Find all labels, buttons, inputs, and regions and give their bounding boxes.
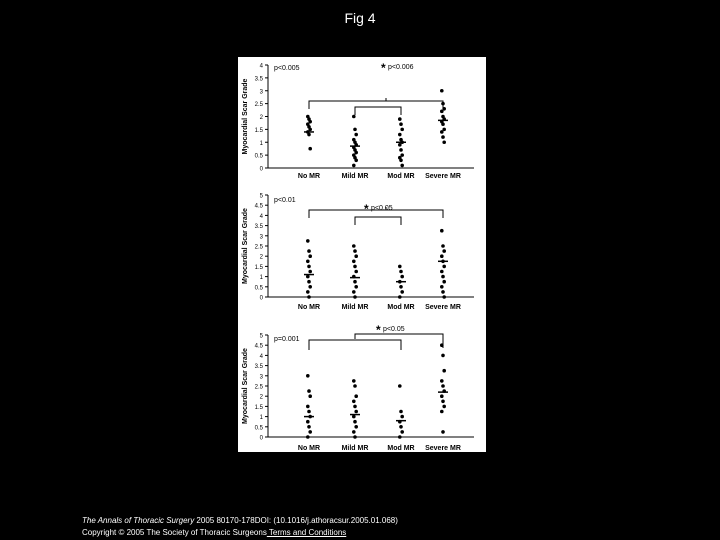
data-point [352,415,356,419]
data-point [307,389,311,393]
bracket-inner [355,334,443,348]
data-point [441,244,445,248]
data-point [308,430,312,434]
data-point [353,295,357,299]
data-point [353,128,357,132]
data-point [440,229,444,233]
y-tick-label: 1.5 [254,264,263,271]
data-point [308,254,312,258]
data-point [440,379,444,383]
y-tick-label: 0.5 [254,285,263,292]
chart-panel-2 [242,194,474,312]
y-tick-label: 4 [259,63,263,70]
data-point [353,420,357,424]
significance-star: * [364,202,369,216]
data-point [352,430,356,434]
category-label: Mod MR [387,445,415,452]
y-tick-label: 1 [259,415,263,422]
journal-name: The Annals of Thoracic Surgery [82,516,195,525]
significance-star: * [381,61,386,75]
y-tick-label: 0.5 [254,425,263,432]
data-point [353,405,357,409]
data-point [307,133,311,137]
data-point [400,128,404,132]
data-point [440,270,444,274]
scatter-charts [238,57,486,452]
chart-panel-1 [242,61,474,180]
data-point [441,290,445,294]
y-tick-label: 5 [259,333,263,340]
y-tick-label: 2 [259,115,263,121]
slide-title: Fig 4 [344,10,376,26]
data-point [400,164,404,168]
data-point [398,143,402,147]
citation-text: 2005 80170-178DOI: (10.1016/j.athoracsur.2005.01.068) [194,516,398,525]
category-label: Mod MR [387,173,415,180]
y-tick-label: 3.5 [254,364,263,371]
y-tick-label: 0.5 [254,153,263,160]
data-point [398,435,402,439]
category-label: Mod MR [387,304,415,311]
data-point [307,249,311,253]
bracket-outer [309,101,443,109]
data-point [354,285,358,289]
data-point [399,122,403,126]
data-point [353,265,357,269]
data-point [442,280,446,284]
data-point [307,410,311,414]
citation-line [82,515,398,527]
data-point [440,110,444,114]
data-point [441,135,445,139]
data-point [308,394,312,398]
data-point [399,148,403,152]
data-point [400,290,404,294]
terms-link[interactable]: Terms and Conditions [266,528,347,537]
data-point [440,343,444,347]
category-label: No MR [297,304,321,311]
data-point [353,280,357,284]
y-tick-label: 5 [259,193,263,200]
data-point [354,410,358,414]
data-point [400,415,404,419]
data-point [399,285,403,289]
data-point [353,435,357,439]
data-point [442,295,446,299]
data-point [442,265,446,269]
data-point [352,115,356,119]
data-point [306,435,310,439]
category-label: Severe MR [425,173,461,180]
data-point [398,265,402,269]
chart-panel-3 [242,323,474,452]
y-tick-label: 2.5 [254,384,263,391]
y-tick-label: 2.5 [254,244,263,251]
data-point [352,164,356,168]
p-value-right: p<0.05 [383,326,405,333]
y-tick-label: 1.5 [254,127,263,134]
data-point [354,425,358,429]
copyright-text: Copyright © 2005 The Society of Thoracic Surgeons [82,528,267,537]
data-point [398,133,402,137]
data-point [400,275,404,279]
p-value-left: p<0.005 [274,65,300,72]
y-tick-label: 3.5 [254,76,263,83]
data-point [306,290,310,294]
data-point [440,394,444,398]
y-tick-label: 4 [259,213,263,220]
data-point [308,270,312,274]
data-point [398,384,402,388]
category-label: No MR [297,173,321,180]
data-point [400,430,404,434]
y-tick-label: 2.5 [254,102,263,109]
data-point [306,275,310,279]
data-point [398,117,402,121]
data-point [354,270,358,274]
y-tick-label: 3 [259,89,263,96]
category-label: Mild MR [341,304,369,311]
category-label: Mild MR [341,445,369,452]
data-point [306,405,310,409]
data-point [308,285,312,289]
data-point [398,295,402,299]
y-tick-label: 1.5 [254,404,263,411]
figure-panel [238,57,486,452]
data-point [441,122,445,126]
data-point [399,425,403,429]
p-value-right: p<0.006 [388,64,414,71]
data-point [352,400,356,404]
y-tick-label: 4 [259,353,263,360]
category-label: Severe MR [425,445,461,452]
data-point [353,384,357,388]
p-value-right: p<0.05 [371,205,393,212]
y-tick-label: 2 [259,254,263,261]
data-point [442,140,446,144]
y-tick-label: 3.5 [254,224,263,231]
data-point [440,130,444,134]
data-point [307,265,311,269]
data-point [354,158,358,162]
p-value-left: p=0.001 [274,336,300,343]
data-point [441,430,445,434]
y-tick-label: 2 [259,394,263,401]
y-tick-label: 0 [259,435,263,442]
copyright-line [82,527,398,539]
data-point [442,369,446,373]
data-point [307,425,311,429]
significance-star: * [376,323,381,337]
data-point [441,384,445,388]
data-point [308,147,312,151]
y-axis-label: Myocardial Scar Grade [242,348,249,424]
data-point [441,400,445,404]
bracket-outer [309,340,401,350]
y-tick-label: 0 [259,295,263,302]
bracket-inner [355,217,401,225]
bracket-inner [355,107,401,115]
data-point [441,354,445,358]
y-tick-label: 0 [259,166,263,173]
p-value-left: p<0.01 [274,197,296,204]
y-tick-label: 3 [259,234,263,241]
data-point [442,405,446,409]
data-point [307,295,311,299]
data-point [354,394,358,398]
y-tick-label: 1 [259,275,263,282]
data-point [440,254,444,258]
data-point [399,158,403,162]
data-point [306,374,310,378]
data-point [354,133,358,137]
caption [82,515,398,539]
data-point [352,260,356,264]
data-point [441,275,445,279]
data-point [306,239,310,243]
data-point [352,244,356,248]
data-point [440,89,444,93]
data-point [353,249,357,253]
category-label: Severe MR [425,304,461,311]
data-point [399,410,403,414]
y-tick-label: 1 [259,140,263,147]
y-axis-label: Myocardial Scar Grade [242,208,249,284]
data-point [306,420,310,424]
data-point [352,379,356,383]
data-point [306,260,310,264]
data-point [352,290,356,294]
data-point [440,285,444,289]
data-point [442,249,446,253]
category-label: Mild MR [341,173,369,180]
data-point [440,410,444,414]
data-point [441,102,445,106]
category-label: No MR [297,445,321,452]
data-point [399,270,403,274]
y-tick-label: 4.5 [254,203,263,210]
y-tick-label: 4.5 [254,343,263,350]
data-point [307,280,311,284]
y-axis-label: Myocardial Scar Grade [242,78,249,155]
data-point [354,254,358,258]
y-tick-label: 3 [259,374,263,381]
